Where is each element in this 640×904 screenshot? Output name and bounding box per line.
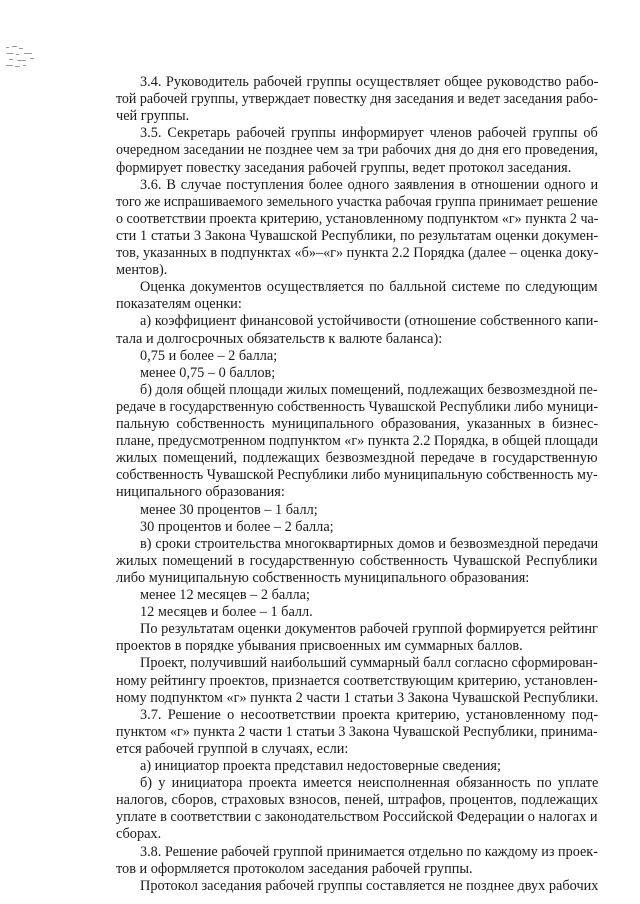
text-line: ному подпунктом «г» пункта 2 части 1 статьи 3 Закона Чувашской Республики.	[116, 689, 599, 706]
text-line: менее 0,75 – 0 баллов;	[140, 364, 276, 381]
text-line: уплате в соответствии с законодательством Российской Федерации о налогах и	[116, 809, 598, 826]
text-line: очередном заседании не позднее чем за три рабочих дня до дня его проведения,	[116, 142, 599, 159]
text-line: чей группы.	[116, 108, 190, 125]
text-line: ется рабочей группой в случаях, если:	[116, 740, 349, 757]
text-line: той рабочей группы, утверждает повестку дня заседания и ведет заседания рабо-	[116, 91, 598, 108]
text-line: 3.7. Решение о несоответствии проекта критерию, установленному под-	[140, 706, 599, 723]
text-line: ному рейтингу проектов, признается соответствующим критерию, установлен-	[116, 672, 598, 689]
text-line: редаче в государственную собственность Чувашской Республики либо муници-	[116, 398, 599, 415]
text-line: Оценка документов осуществляется по балльной системе по следующим	[140, 279, 598, 296]
text-line: того же испрашиваемого земельного участка рабочая группа принимает решение	[116, 193, 598, 210]
text-line: формирует повестку заседания рабочей группы, ведет протокол заседания.	[116, 159, 572, 176]
text-line: Проект, получивший наибольший суммарный балл согласно сформирован-	[140, 655, 598, 672]
text-line: а) коэффициент финансовой устойчивости (отношение собственного капи-	[140, 313, 599, 330]
text-line: сборах.	[116, 826, 162, 843]
text-line: 3.8. Решение рабочей группой принимается отдельно по каждому из проек-	[140, 843, 598, 860]
text-line: плане, предусмотренном подпунктом «г» пункта 2.2 Порядка, в общей площади	[116, 433, 599, 450]
text-line: менее 30 процентов – 1 балл;	[140, 501, 318, 518]
text-line: в) сроки строительства многоквартирных домов и безвозмездной передачи	[140, 535, 599, 552]
text-line: 0,75 и более – 2 балла;	[140, 347, 278, 364]
text-line: тов и оформляется протоколом заседания рабочей группы.	[116, 860, 473, 877]
text-line: 3.4. Руководитель рабочей группы осуществляет общее руководство рабо-	[140, 74, 599, 90]
text-line: 3.5. Секретарь рабочей группы информирует членов рабочей группы об	[140, 125, 598, 142]
text-line: показателям оценки:	[116, 296, 242, 313]
text-line: а) инициатор проекта представил недостоверные сведения;	[140, 758, 501, 774]
scan-margin-mark	[4, 44, 40, 74]
text-line: Протокол заседания рабочей группы составляется не позднее двух рабочих	[140, 877, 599, 894]
text-line: жилых помещений в государственную собственность Чувашской Республики	[116, 552, 598, 569]
text-line: пальную собственность муниципального образования, указанных в бизнес-	[116, 416, 599, 432]
text-line: проектов в порядке убывания присвоенных им суммарных баллов.	[116, 638, 523, 655]
text-line: тала и долгосрочных обязательств к валюте баланса):	[116, 330, 443, 347]
text-line: По результатам оценки документов рабочей группой формируется рейтинг	[140, 621, 598, 638]
text-line: сти 1 статьи 3 Закона Чувашской Республики, по результатам оценки докумен-	[116, 227, 599, 244]
text-line: менее 12 месяцев – 2 балла;	[140, 587, 310, 603]
text-line: б) у инициатора проекта имеется неисполненная обязанность по уплате	[140, 775, 599, 792]
text-line: 3.6. В случае поступления более одного заявления в отношении одного и	[140, 176, 599, 193]
text-line: 12 месяцев и более – 1 балл.	[140, 604, 313, 621]
text-line: тов, указанных в подпунктах «б»–«г» пункта 2.2 Порядка (далее – оценка доку-	[116, 245, 599, 261]
text-line: о соответствии проекта критерию, установленному подпунктом «г» пункта 2 ча-	[116, 210, 599, 227]
text-line: пунктом «г» пункта 2 части 1 статьи 3 Закона Чувашской Республики, принима-	[116, 723, 598, 740]
text-line: собственность Чувашской Республики либо муниципальную собственность му-	[116, 467, 598, 484]
text-line: ментов).	[116, 262, 168, 279]
text-line: либо муниципальную собственность муниципального образования:	[116, 569, 530, 586]
text-line: жилых помещений, подлежащих безвозмездной передаче в государственную	[116, 450, 598, 467]
text-line: налогов, сборов, страховых взносов, пеней, штрафов, процентов, подлежащих	[116, 792, 599, 809]
text-line: 30 процентов и более – 2 балла;	[140, 518, 334, 535]
text-line: ниципального образования:	[116, 484, 285, 501]
text-line: б) доля общей площади жилых помещений, подлежащих безвозмездной пе-	[140, 381, 598, 398]
